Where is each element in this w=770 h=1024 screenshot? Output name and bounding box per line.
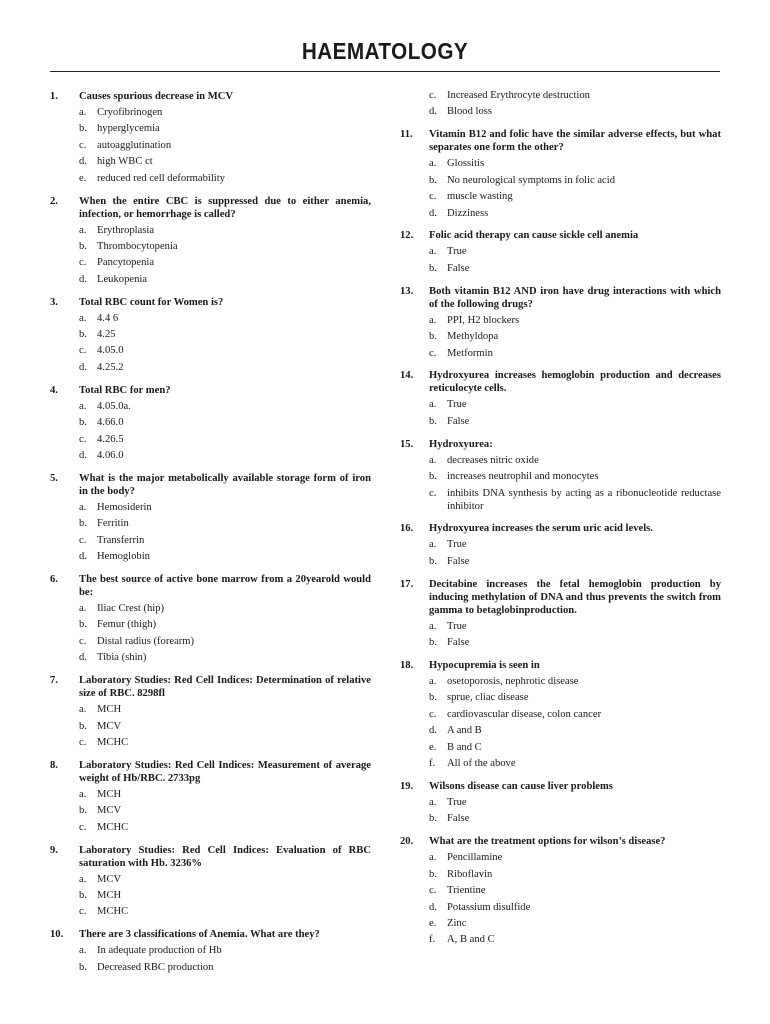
answer-option <box>79 822 371 835</box>
option-text: False <box>447 555 470 567</box>
question-item <box>50 844 371 920</box>
answer-option <box>429 416 721 429</box>
answer-option <box>429 556 721 569</box>
question-text: Total RBC for men? <box>79 384 171 396</box>
option-text: Cryofibrinogen <box>97 107 163 118</box>
option-letter: b. <box>429 692 437 704</box>
option-letter: a. <box>429 158 437 170</box>
option-text: Femur (thigh) <box>97 619 157 631</box>
question-text: Laboratory Studies: Red Cell Indices: Measurement of average weight of Hb/RBC. 2733pg <box>79 759 371 784</box>
option-text: 4.06.0 <box>97 450 124 461</box>
question-text: Decitabine increases the fetal hemoglobin production by inducing methylation of DNA and thus prevents the switch from gamma to betaglobinproduction. <box>429 578 721 616</box>
question-text: Laboratory Studies: Red Cell Indices: Determination of relative size of RBC. 8298fl <box>79 675 371 700</box>
option-text: increases neutrophil and monocytes <box>447 471 599 483</box>
answer-option <box>429 934 721 947</box>
question-number: 11. <box>400 129 413 141</box>
answer-option <box>79 274 371 287</box>
option-letter: b. <box>429 415 437 427</box>
answer-option <box>79 518 371 531</box>
question-number: 13. <box>400 285 414 297</box>
option-letter: f. <box>429 758 436 770</box>
answer-option <box>79 362 371 375</box>
option-letter: a. <box>79 107 87 118</box>
option-text: high WBC ct <box>97 156 153 168</box>
option-text: Distal radius (forearm) <box>97 635 195 647</box>
option-letter: a. <box>79 603 87 615</box>
option-letter: c. <box>79 736 87 748</box>
answer-option <box>79 313 371 326</box>
option-text: Transferrin <box>97 534 145 546</box>
answer-option <box>79 535 371 548</box>
option-text: hyperglycemia <box>97 123 160 135</box>
option-letter: a. <box>429 454 437 466</box>
option-text: muscle wasting <box>447 191 513 203</box>
option-letter: a. <box>79 788 87 800</box>
option-letter: b. <box>429 868 437 880</box>
option-letter: a. <box>429 399 437 411</box>
question-text: Total RBC count for Women is? <box>79 296 224 308</box>
option-letter: e. <box>79 172 87 184</box>
option-letter: b. <box>79 417 87 429</box>
question-item <box>50 195 371 287</box>
option-text: Ferritin <box>97 518 129 530</box>
answer-option <box>79 502 371 515</box>
option-letter: c. <box>79 534 87 546</box>
question-item <box>400 229 721 275</box>
answer-option <box>79 345 371 358</box>
option-text: A and B <box>447 725 482 737</box>
question-number: 16. <box>400 523 414 535</box>
option-text: cardiovascular disease, colon cancer <box>447 708 602 720</box>
option-letter: d. <box>429 106 437 118</box>
option-text: False <box>447 415 470 427</box>
option-text: 4.25 <box>97 329 116 341</box>
option-text: Erythroplasia <box>97 224 155 236</box>
option-letter: c. <box>429 487 437 499</box>
option-letter: a. <box>429 852 437 864</box>
option-letter: e. <box>429 741 437 753</box>
question-item <box>400 369 721 428</box>
answer-option <box>79 603 371 616</box>
question-number: 1. <box>50 91 58 102</box>
question-number: 19. <box>400 780 414 792</box>
option-text: reduced red cell deformability <box>97 172 225 184</box>
question-number: 14. <box>400 370 414 382</box>
answer-option <box>79 241 371 254</box>
option-letter: b. <box>79 890 87 901</box>
question-number: 9. <box>50 844 58 856</box>
option-text: MCV <box>97 720 122 732</box>
answer-option <box>79 107 371 120</box>
option-letter: b. <box>79 329 87 341</box>
answer-option <box>429 455 721 468</box>
answer-option <box>79 173 371 186</box>
option-letter: b. <box>79 518 87 530</box>
question-item <box>50 384 371 463</box>
option-text: False <box>447 637 470 649</box>
question-number: 15. <box>400 438 414 450</box>
option-text: Hemosiderin <box>97 501 152 513</box>
option-text: sprue, cliac disease <box>447 692 529 704</box>
answer-option <box>429 471 721 484</box>
answer-option <box>79 789 371 802</box>
answer-option <box>429 399 721 412</box>
question-text: Hydroxyurea increases the serum uric acid levels. <box>429 523 653 535</box>
question-text: Folic acid therapy can cause sickle cell anemia <box>429 230 639 242</box>
option-letter: a. <box>79 704 87 716</box>
answer-option <box>429 263 721 276</box>
option-text: decreases nitric oxide <box>447 454 539 466</box>
option-text: MCHC <box>97 821 129 833</box>
answer-option <box>79 737 371 750</box>
answer-option <box>429 918 721 931</box>
option-text: 4.26.5 <box>97 433 124 445</box>
option-letter: b. <box>429 471 437 483</box>
option-text: False <box>447 813 470 825</box>
answer-option <box>429 885 721 898</box>
option-letter: c. <box>79 345 87 357</box>
question-item <box>400 438 721 514</box>
answer-option <box>429 692 721 705</box>
option-letter: a. <box>429 796 437 808</box>
option-letter: c. <box>79 635 87 647</box>
option-text: 4.66.0 <box>97 417 124 429</box>
answer-option <box>79 257 371 270</box>
question-text: Causes spurious decrease in MCV <box>79 91 234 102</box>
page-title: HAEMATOLOGY <box>301 38 469 64</box>
answer-option <box>79 945 371 958</box>
option-letter: b. <box>79 961 87 973</box>
option-text: True <box>447 796 467 808</box>
option-letter: a. <box>429 676 437 688</box>
option-letter: b. <box>429 331 437 343</box>
option-text: Potassium disulfide <box>447 901 531 913</box>
left-column <box>50 90 371 984</box>
question-item <box>50 759 371 835</box>
answer-option <box>429 158 721 171</box>
option-letter: b. <box>79 123 87 135</box>
option-text: 4.4 6 <box>97 312 119 324</box>
question-number: 6. <box>50 574 58 586</box>
option-text: MCH <box>97 704 122 716</box>
option-letter: d. <box>79 361 87 373</box>
option-text: MCHC <box>97 906 129 918</box>
option-text: MCV <box>97 873 122 885</box>
question-item <box>50 296 371 375</box>
question-text: The best source of active bone marrow from a 20yearold would be: <box>79 574 371 599</box>
option-letter: b. <box>429 262 437 274</box>
answer-option <box>79 906 371 919</box>
option-letter: a. <box>429 539 437 551</box>
option-letter: a. <box>79 501 87 513</box>
option-text: No neurological symptoms in folic acid <box>447 174 615 186</box>
option-text: Iliac Crest (hip) <box>97 603 165 615</box>
question-number: 7. <box>50 675 58 687</box>
answer-option <box>79 140 371 153</box>
question-number: 8. <box>50 759 58 771</box>
option-letter: c. <box>429 191 437 203</box>
answer-option <box>429 725 721 738</box>
option-text: Decreased RBC production <box>97 961 214 973</box>
answer-option <box>79 636 371 649</box>
question-text: Vitamin B12 and folic have the similar adverse effects, but what separates one form the other? <box>429 129 721 154</box>
answer-option <box>79 619 371 632</box>
question-text: Hypocupremia is seen in <box>429 660 540 672</box>
option-text: B and C <box>447 741 482 753</box>
option-text: 4.05.0 <box>97 345 124 357</box>
option-text: Zinc <box>447 917 467 929</box>
question-item <box>400 578 721 650</box>
answer-option <box>429 852 721 865</box>
question-number: 2. <box>50 195 58 207</box>
answer-option <box>79 551 371 564</box>
question-item <box>400 780 721 826</box>
question-text: What are the treatment options for wilson’s disease? <box>429 836 666 848</box>
answer-option <box>79 329 371 342</box>
answer-option <box>79 962 371 975</box>
question-text: Laboratory Studies: Red Cell Indices: Evaluation of RBC saturation with Hb. 3236% <box>79 844 371 869</box>
answer-option <box>429 676 721 689</box>
option-text: All of the above <box>447 758 516 770</box>
question-text: There are 3 classifications of Anemia. What are they? <box>79 929 320 941</box>
option-letter: c. <box>429 90 437 101</box>
question-item <box>400 659 721 771</box>
question-item <box>400 128 721 220</box>
option-letter: c. <box>429 708 437 720</box>
answer-option <box>79 704 371 717</box>
option-letter: b. <box>79 619 87 631</box>
answer-option <box>429 106 721 119</box>
answer-option <box>79 874 371 887</box>
option-text: Leukopenia <box>97 273 148 285</box>
answer-option <box>429 246 721 259</box>
option-letter: b. <box>429 555 437 567</box>
option-letter: a. <box>79 400 87 412</box>
option-text: 4.05.0a. <box>97 400 131 412</box>
answer-option <box>79 890 371 903</box>
option-text: Increased Erythrocyte destruction <box>447 90 590 101</box>
option-letter: c. <box>79 433 87 445</box>
answer-option <box>429 637 721 650</box>
option-letter: c. <box>79 139 87 151</box>
answer-option <box>429 191 721 204</box>
answer-option <box>79 156 371 169</box>
option-letter: c. <box>429 885 437 897</box>
option-letter: b. <box>79 805 87 817</box>
option-text: MCHC <box>97 736 129 748</box>
answer-option <box>429 90 721 103</box>
option-text: A, B and C <box>447 934 495 946</box>
option-text: Trientine <box>447 885 486 897</box>
question-item <box>400 285 721 361</box>
answer-option <box>79 401 371 414</box>
answer-option <box>429 869 721 882</box>
question-text: Wilsons disease can cause liver problems <box>429 780 613 792</box>
question-number: 17. <box>400 578 414 590</box>
option-letter: b. <box>79 240 87 252</box>
answer-option <box>429 208 721 221</box>
question-number: 18. <box>400 660 414 672</box>
option-text: Thrombocytopenia <box>97 240 178 252</box>
answer-option <box>429 331 721 344</box>
option-letter: d. <box>79 551 87 563</box>
question-number: 4. <box>50 384 58 396</box>
option-text: Tibia (shin) <box>97 652 147 664</box>
option-text: autoagglutination <box>97 139 172 151</box>
option-text: In adequate production of Hb <box>97 945 222 957</box>
option-letter: a. <box>79 224 87 236</box>
answer-option <box>79 721 371 734</box>
answer-option <box>79 805 371 818</box>
question-number: 3. <box>50 296 58 308</box>
option-text: True <box>447 620 467 632</box>
option-letter: a. <box>429 620 437 632</box>
option-text: PPI, H2 blockers <box>447 314 520 326</box>
option-text: Pencillamine <box>447 852 503 864</box>
option-text: Hemoglobin <box>97 551 150 563</box>
option-letter: d. <box>79 273 87 285</box>
option-letter: c. <box>79 257 87 269</box>
option-letter: d. <box>79 450 87 461</box>
option-text: Metformin <box>447 347 493 359</box>
option-letter: d. <box>79 156 87 168</box>
option-letter: a. <box>79 873 87 885</box>
option-letter: d. <box>429 725 437 737</box>
answer-option <box>429 315 721 328</box>
question-item <box>50 928 371 974</box>
answer-option <box>79 450 371 463</box>
option-text: MCH <box>97 788 122 800</box>
option-letter: c. <box>79 821 87 833</box>
option-text: True <box>447 246 467 258</box>
answer-option <box>429 348 721 361</box>
question-text: What is the major metabolically available storage form of iron in the body? <box>79 472 371 497</box>
question-number: 10. <box>50 929 64 941</box>
option-text: False <box>447 262 470 274</box>
option-text: Glossitis <box>447 158 485 170</box>
question-item <box>400 90 721 119</box>
option-letter: f. <box>429 934 436 946</box>
option-letter: a. <box>79 945 87 957</box>
question-number: 5. <box>50 472 58 484</box>
question-item <box>400 522 721 568</box>
option-letter: d. <box>79 652 87 664</box>
answer-option <box>429 175 721 188</box>
option-letter: b. <box>429 174 437 186</box>
option-letter: e. <box>429 917 437 929</box>
option-text: 4.25.2 <box>97 361 124 373</box>
right-column <box>400 90 721 956</box>
answer-option <box>429 709 721 722</box>
option-text: Riboflavin <box>447 868 493 880</box>
answer-option <box>79 434 371 447</box>
question-number: 20. <box>400 836 414 848</box>
answer-option <box>79 225 371 238</box>
option-text: True <box>447 399 467 411</box>
answer-option <box>429 813 721 826</box>
question-item <box>50 90 371 186</box>
option-text: MCV <box>97 805 122 817</box>
answer-option <box>79 652 371 665</box>
option-text: Blood loss <box>447 106 493 118</box>
option-text: True <box>447 539 467 551</box>
answer-option <box>429 758 721 771</box>
answer-option <box>429 539 721 552</box>
answer-option <box>429 621 721 634</box>
question-item <box>50 674 371 750</box>
answer-option <box>429 742 721 755</box>
question-text: Hydroxyurea increases hemoglobin production and decreases reticulocyte cells. <box>429 370 721 395</box>
question-item <box>50 472 371 564</box>
option-letter: d. <box>429 207 437 219</box>
option-letter: b. <box>79 720 87 732</box>
option-letter: b. <box>429 813 437 825</box>
option-letter: c. <box>79 906 87 918</box>
option-text: Pancytopenia <box>97 257 155 269</box>
question-text: Hydroxyurea: <box>429 438 493 450</box>
option-letter: c. <box>429 347 437 359</box>
answer-option <box>429 797 721 810</box>
option-text: MCH <box>97 890 122 901</box>
answer-option <box>79 417 371 430</box>
question-text: When the entire CBC is suppressed due to either anemia, infection, or hemorrhage is called? <box>79 195 371 220</box>
option-text: Methyldopa <box>447 331 499 343</box>
option-text: osetoporosis, nephrotic disease <box>447 676 579 688</box>
option-letter: b. <box>429 637 437 649</box>
question-item <box>50 573 371 665</box>
option-letter: a. <box>79 312 87 324</box>
answer-option <box>429 902 721 915</box>
question-item <box>400 835 721 947</box>
title-divider <box>50 71 720 72</box>
option-letter: a. <box>429 314 437 326</box>
option-text: inhibits DNA synthesis by acting as a ribonucleotide reductase inhibitor <box>447 487 721 512</box>
option-letter: d. <box>429 901 437 913</box>
answer-option <box>79 123 371 136</box>
question-text: Both vitamin B12 AND iron have drug interactions with which of the following drugs? <box>429 285 721 310</box>
option-letter: a. <box>429 246 437 258</box>
answer-option <box>429 488 721 514</box>
question-number: 12. <box>400 230 414 242</box>
option-text: Dizziness <box>447 207 489 219</box>
